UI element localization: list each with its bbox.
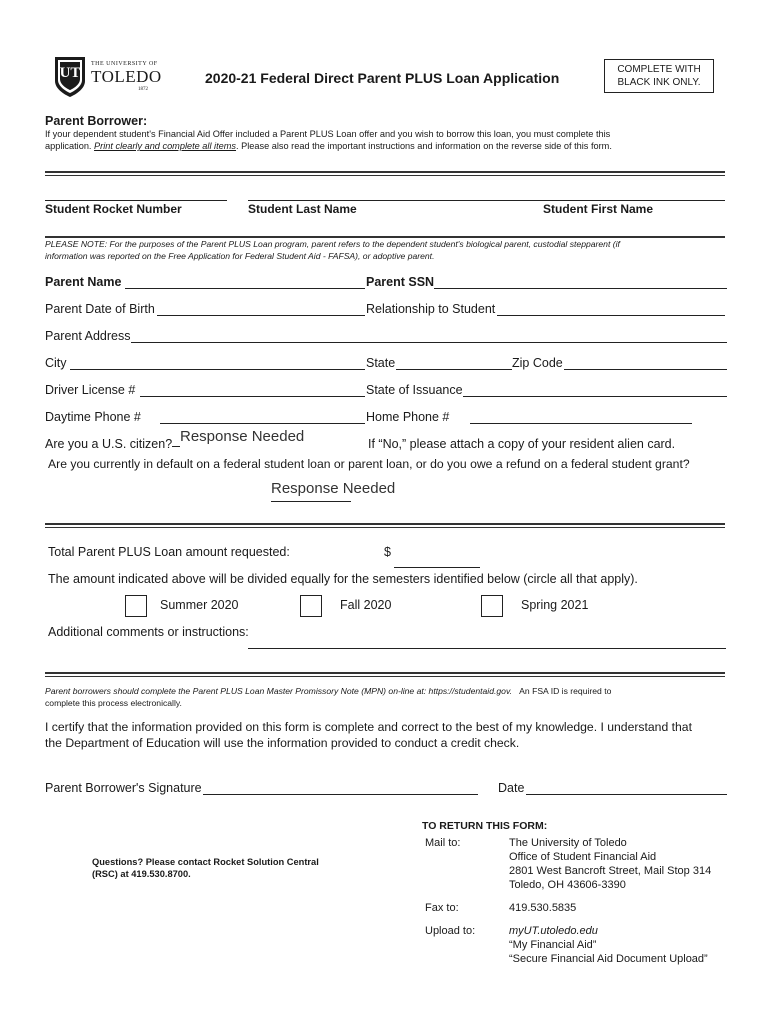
section-heading-parent-borrower: Parent Borrower: [45,114,148,128]
page-title: 2020-21 Federal Direct Parent PLUS Loan Application [205,70,560,86]
logo-line2: TOLEDO [91,67,162,86]
parent-name-label: Parent Name [45,275,122,289]
citizen-note: If “No,” please attach a copy of your resident alien card. [368,437,676,451]
city-label: City [45,356,67,370]
relationship-line [497,315,725,316]
divider [45,236,725,238]
student-rocket-line [45,200,227,201]
mail-line1: The University of Toledo [509,837,627,849]
state-of-issuance-label: State of Issuance [366,383,463,397]
us-citizen-line [172,446,180,447]
us-citizen-label: Are you a U.S. citizen? [45,437,173,451]
questions-line2: (RSC) at 419.530.8700. [92,869,191,879]
mail-label: Mail to: [425,837,461,849]
fall-2020-label: Fall 2020 [340,598,392,612]
parent-ssn-label: Parent SSN [366,275,435,289]
ink-notice-line1: COMPLETE WITH [617,64,701,75]
date-label: Date [498,781,525,795]
intro-text-line1: If your dependent student's Financial Aid Offer included a Parent PLUS Loan offer and you wish to borrow this loan, you must complete this [45,129,611,139]
us-citizen-response[interactable]: Response Needed [180,428,305,445]
student-first-name-input[interactable] [520,183,724,201]
mail-line4: Toledo, OH 43606-3390 [509,879,626,891]
default-question: Are you currently in default on a federal student loan or parent loan, or do you owe a refund on a federal student grant? [48,457,690,471]
divider [45,171,725,173]
divider [45,175,725,176]
fax-number: 419.530.5835 [509,902,577,914]
zip-line [564,369,727,370]
date-line [526,794,727,795]
daytime-phone-line [160,423,365,424]
mail-line3: 2801 West Bancroft Street, Mail Stop 314 [509,865,712,877]
upload-line1: myUT.utoledo.edu [509,925,598,937]
default-response[interactable]: Response Needed [271,480,396,497]
summer-2020-label: Summer 2020 [160,598,239,612]
logo-mark: UT [59,65,81,81]
divider [45,676,725,677]
parent-ssn-line [434,288,727,289]
intro-text-suffix: . Please also read the important instructions and information on the reverse side of this form. [236,141,612,151]
intro-text-underlined: Print clearly and complete all items [94,141,237,151]
divider [45,527,725,528]
home-phone-label: Home Phone # [366,410,450,424]
state-line [396,369,512,370]
logo-line3: 1872 [138,87,148,92]
comments-line [248,648,726,649]
student-first-name-label: Student First Name [543,202,654,216]
intro-text-prefix: application. [45,141,95,151]
mail-line2: Office of Student Financial Aid [509,851,657,863]
student-last-name-input[interactable] [248,183,512,201]
city-line [70,369,365,370]
default-response-line [271,501,351,502]
divider [45,672,725,674]
fall-2020-checkbox[interactable] [300,595,322,617]
fax-label: Fax to: [425,902,459,914]
mpn-text-line1 [45,686,611,696]
summer-2020-checkbox[interactable] [125,595,147,617]
spring-2021-label: Spring 2021 [521,598,589,612]
parent-dob-line [157,315,365,316]
logo-line1: THE UNIVERSITY OF [91,61,158,67]
student-rocket-number-input[interactable] [45,183,229,201]
university-logo [52,55,162,99]
student-last-line [248,200,725,201]
zip-label: Zip Code [512,356,563,370]
home-phone-line [470,423,692,424]
spring-2021-checkbox[interactable] [481,595,503,617]
loan-amount-line [394,567,480,568]
signature-label: Parent Borrower's Signature [45,781,202,795]
state-label: State [366,356,396,370]
signature-line [203,794,478,795]
daytime-phone-label: Daytime Phone # [45,410,141,424]
parent-address-line [131,342,727,343]
return-heading: TO RETURN THIS FORM: [422,820,548,832]
student-last-name-label: Student Last Name [248,202,357,216]
questions-line1: Questions? Please contact Rocket Solution Central [92,857,319,867]
student-rocket-number-label: Student Rocket Number [45,202,182,216]
mpn-text-line1-b: An FSA ID is required to [519,686,612,696]
divider [45,523,725,525]
relationship-label: Relationship to Student [366,302,496,316]
please-note-line1: PLEASE NOTE: For the purposes of the Parent PLUS Loan program, parent refers to the dependent student's biological parent, custodial stepparent (if [45,239,620,249]
parent-address-label: Parent Address [45,329,131,343]
mpn-text-line2: complete this process electronically. [45,698,182,708]
loan-amount-label: Total Parent PLUS Loan amount requested: [48,545,290,559]
parent-name-line [125,288,365,289]
certify-line1: I certify that the information provided on this form is complete and correct to the best of my knowledge. I understand that [45,720,692,734]
please-note-line2: information was reported on the Free Application for Federal Student Aid - FAFSA), or adoptive parent. [45,251,435,261]
state-of-issuance-line [463,396,727,397]
upload-line2: “My Financial Aid” [509,939,597,951]
comments-label: Additional comments or instructions: [48,625,249,639]
upload-label: Upload to: [425,925,476,937]
upload-line3: “Secure Financial Aid Document Upload” [509,953,708,965]
driver-license-label: Driver License # [45,383,136,397]
mpn-text-line1-a: Parent borrowers should complete the Parent PLUS Loan Master Promissory Note (MPN) on-line at: https://studentaid.gov. [45,686,512,696]
ink-notice-line2: BLACK INK ONLY. [617,77,701,88]
parent-dob-label: Parent Date of Birth [45,302,155,316]
ink-notice-box [604,59,714,93]
intro-text-line2 [45,141,612,151]
driver-license-line [140,396,365,397]
divide-text: The amount indicated above will be divided equally for the semesters identified below (circle all that apply). [48,572,638,586]
certify-line2: the Department of Education will use the information provided to conduct a credit check. [45,736,520,750]
dollar-sign: $ [384,545,391,559]
